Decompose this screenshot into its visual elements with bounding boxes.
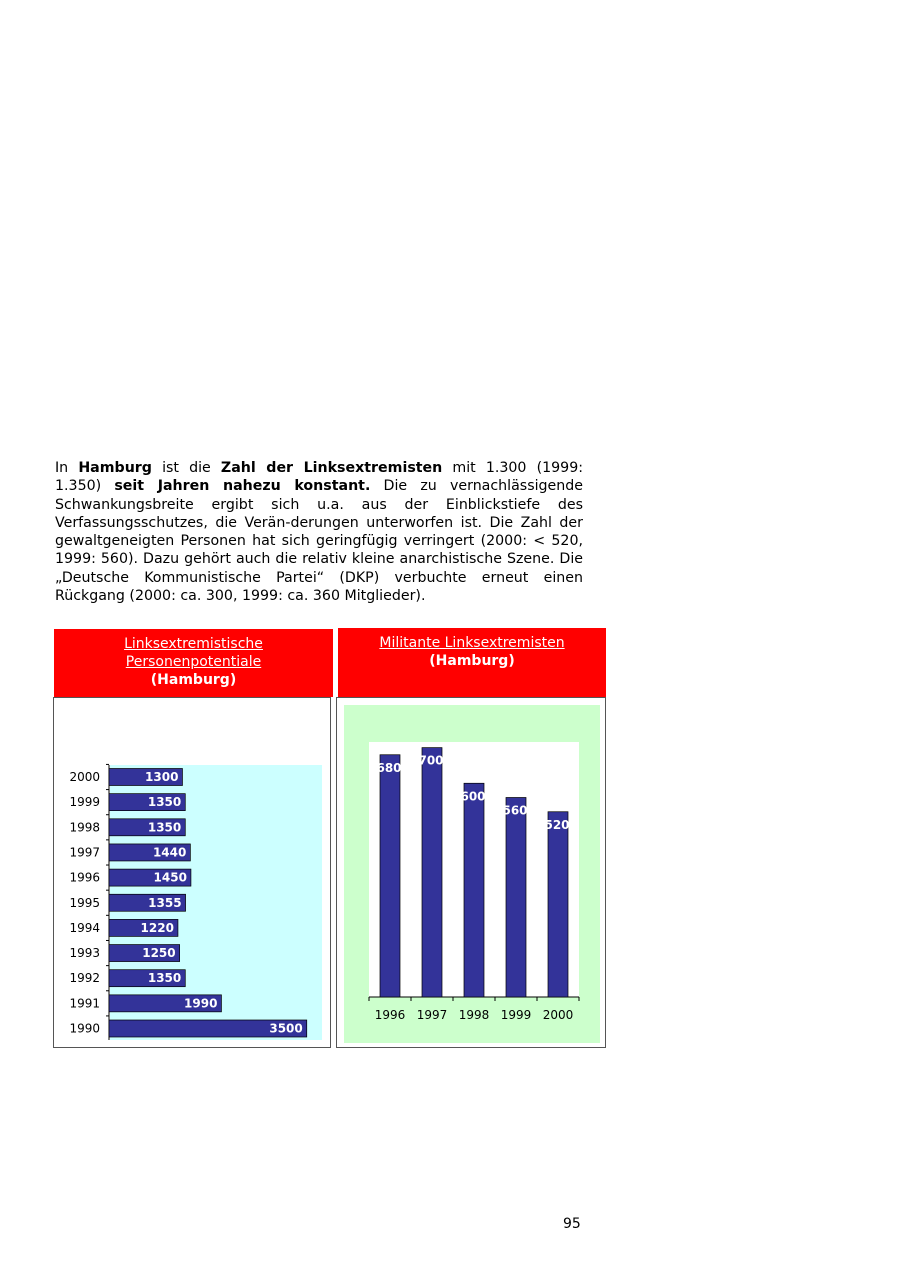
y-tick-label: 1997 [69,845,100,860]
data-label: 1355 [148,895,182,910]
bar [464,783,484,997]
data-label: 1440 [152,845,187,860]
data-label: 3500 [269,1021,303,1036]
data-label: 560 [502,803,528,818]
bar [548,812,568,997]
data-label: 1450 [153,870,187,885]
y-tick-label: 1991 [69,996,100,1011]
y-tick-label: 1993 [69,946,100,961]
data-label: 1350 [147,795,182,810]
data-label: 1350 [147,971,182,986]
x-tick-label: 1998 [458,1008,490,1022]
bar [380,755,400,997]
left-header-line1: Linksextremistische [124,636,263,652]
vertical-bar-chart [337,698,605,1047]
data-label: 1250 [142,946,176,961]
bar [506,798,526,998]
left-header-line2: Personenpotentiale [125,654,262,670]
horizontal-bar-chart [54,698,330,1047]
right-header-line2: (Hamburg) [429,653,515,669]
text-run: mit 1.300 (1999: 1.350) [55,460,583,495]
right-chart-header [338,628,606,697]
text-run: Die zu vernachlässigende Schwankungsbreite ergibt sich u.a. aus der Einblickstiefe des Verfassungsschutzes, die Verän-derungen unterworfen ist. Die Zahl der gewaltgeneigten Personen hat sich geringfügig verringert (2000: < 520, 1999: 560). Dazu gehört auch die relativ kleine anarchistische Szene. Die „Deutsche Kommunistische Partei“ (DKP) verbuchte erneut einen Rückgang (2000: ca. 300, 1999: ca. 360 Mitglieder). [55,478,583,605]
text-run: In [55,460,79,476]
bold-run: Hamburg [78,460,152,476]
data-label: 1350 [147,820,182,835]
page-number: 95 [563,1216,581,1232]
left-chart-frame [53,697,331,1048]
text-run: ist die [151,460,221,476]
x-tick-label: 1997 [416,1008,448,1022]
bold-run: seit Jahren nahezu konstant. [114,478,371,495]
data-label: 520 [544,817,570,832]
data-label: 680 [376,760,402,775]
data-label: 1220 [140,920,174,935]
y-tick-label: 1995 [69,895,100,910]
data-label: 1300 [145,770,179,784]
y-tick-label: 2000 [69,770,100,784]
y-tick-label: 1999 [69,795,100,810]
right-chart-frame [336,697,606,1048]
y-tick-label: 1992 [69,971,100,986]
data-label: 700 [418,753,444,768]
y-tick-label: 1994 [69,920,100,935]
left-chart-header [54,629,333,697]
data-label: 1990 [184,996,218,1011]
body-paragraph [55,459,583,605]
x-tick-label: 2000 [542,1008,574,1022]
x-tick-label: 1996 [374,1008,406,1022]
bar [422,748,442,997]
bold-run: Zahl der Linksextremisten [220,460,443,476]
y-tick-label: 1996 [69,870,100,885]
y-tick-label: 1998 [69,820,100,835]
y-tick-label: 1990 [69,1021,100,1036]
left-header-line3: (Hamburg) [150,672,237,688]
x-tick-label: 1999 [500,1008,532,1022]
right-header-line1: Militante Linksextremisten [379,635,565,651]
data-label: 600 [460,789,486,804]
